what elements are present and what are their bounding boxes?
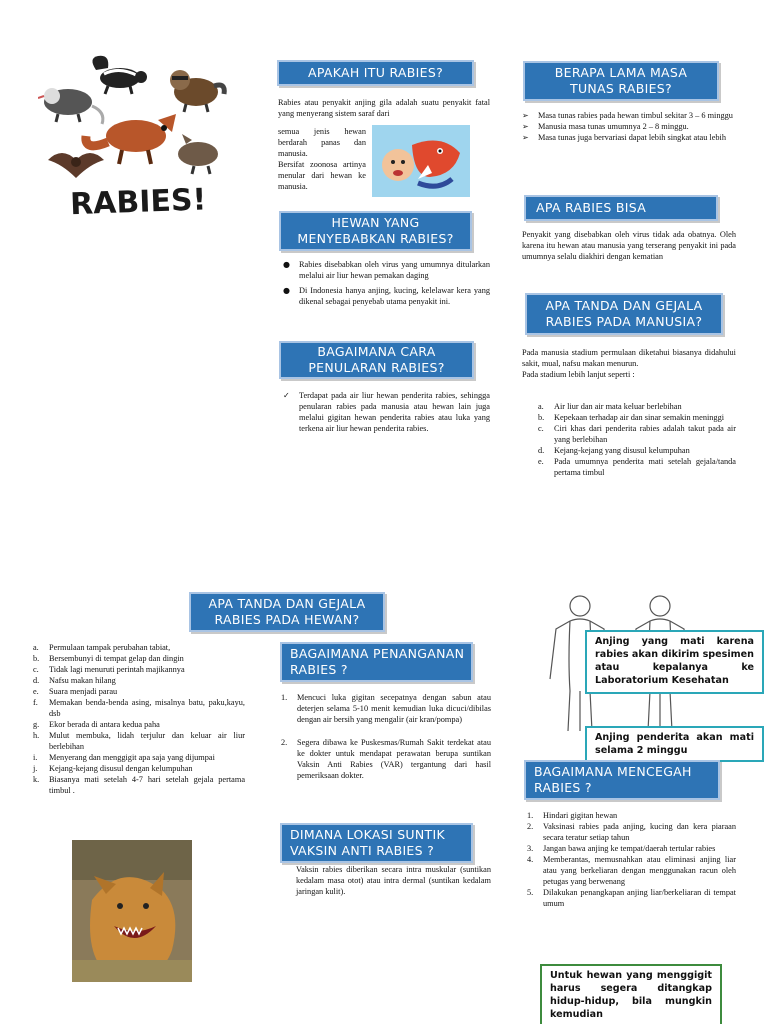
list-item: j. Kejang-kejang disusul dengan kelumpuhan [33, 764, 193, 773]
incubation-heading-text: BERAPA LAMA MASA TUNAS RABIES? [554, 65, 688, 96]
list-item: c. Tidak lagi menuruti perintah majikannya [33, 665, 185, 674]
rabid-animals-illustration [38, 50, 228, 225]
bitten-callout-text: Untuk hewan yang menggigit harus segera ditangkap hidup-hidup, bila mungkin kemudian [550, 970, 712, 1020]
list-item: e. Suara menjadi parau [33, 687, 118, 696]
list-item: 2. Segera dibawa ke Puskesmas/Rumah Sakit terdekat atau ke dokter untuk mendapat perawatan berupa suntikan Vaksin Anti Rabies (VAR) tergantung dari hasil pemeriksaan dokter. [281, 738, 491, 780]
skunk-icon [92, 56, 147, 94]
list-item: f. Memakan benda-benda asing, misalnya batu, paku,kayu, dsb [33, 698, 245, 718]
vaccine-heading-text: DIMANA LOKASI SUNTIK VAKSIN ANTI RABIES ? [290, 827, 445, 858]
list-item: ✓ Terdapat pada air liur hewan penderita rabies, sehingga penularan rabies pada manusia atau hewan lain juga melalui gigitan hewan penderita rabies atau luka yang terkena air liur hewan penderita rabies. [283, 391, 490, 433]
cure-text: Penyakit yang disebabkan oleh virus tidak ada obatnya. Oleh karena itu hewan atau manusia yang terserang penyakit ini pada umumnya selalu diakhiri dengan kematian [522, 230, 736, 261]
list-item: 5. Dilakukan penangkapan anjing liar/berkeliaran di tempat umum [527, 888, 736, 908]
list-item: a. Air liur dan air mata keluar berlebihan [538, 402, 682, 411]
list-item: ➢ Manusia masa tunas umumnya 2 – 8 minggu. [522, 122, 689, 131]
bullet-dot-icon: ● [283, 260, 290, 269]
handling-list [281, 692, 491, 781]
human-symptoms-heading-text: APA TANDA DAN GEJALA RABIES PADA MANUSIA? [545, 298, 703, 329]
transmission-list [283, 390, 490, 434]
human-symptoms-intro2-text: Pada stadium lebih lanjut seperti : [522, 370, 635, 379]
biting-dog-icon [372, 125, 470, 197]
list-item: b. Bersembunyi di tempat gelap dan dingin [33, 654, 184, 663]
what-is-text-1: Rabies atau penyakit anjing gila adalah suatu penyakit fatal yang menyerang sistem saraf dari [278, 98, 490, 118]
list-item: 2. Vaksinasi rabies pada anjing, kucing dan kera piaraan secara teratur setiap tahun [527, 822, 736, 842]
what-is-heading-text: APAKAH ITU RABIES? [307, 65, 444, 80]
animals-list [283, 259, 490, 307]
list-item: g. Ekor berada di antara kedua paha [33, 720, 160, 729]
transmission-heading [279, 341, 474, 379]
list-item: a. Permulaan tampak perubahan tabiat, [33, 643, 171, 652]
bullet-dot-icon: ● [283, 286, 290, 295]
prevention-heading [524, 760, 720, 800]
checkmark-icon: ✓ [283, 391, 290, 400]
vaccine-paragraph [296, 864, 491, 897]
animal-symptoms-heading [189, 592, 385, 632]
list-item: ● Rabies disebabkan oleh virus yang umumnya ditularkan melalui air liur hewan pemakan daging [283, 260, 490, 280]
list-item: 1. Hindari gigitan hewan [527, 811, 618, 820]
human-symptoms-list [538, 401, 736, 478]
list-item: ➢ Masa tunas rabies pada hewan timbul sekitar 3 – 6 minggu [522, 111, 733, 120]
list-item: ➢ Masa tunas juga bervariasi dapat lebih singkat atau lebih [522, 133, 727, 142]
raccoon-icon [170, 70, 224, 112]
bat-icon [48, 153, 104, 178]
dead-dog-callout [585, 630, 764, 694]
bitten-callout [540, 964, 722, 1024]
list-item: k. Biasanya mati setelah 4-7 hari setelah gejala pertama timbul . [33, 775, 245, 795]
prevention-list [527, 810, 736, 909]
list-item: b. Kepekaan terhadap air dan sinar semakin meninggi [538, 413, 725, 422]
transmission-heading-text: BAGAIMANA CARA PENULARAN RABIES? [308, 344, 445, 375]
handling-heading-text: BAGAIMANA PENANGANAN RABIES ? [290, 646, 465, 677]
incubation-list [522, 110, 736, 143]
what-is-wrap [278, 126, 366, 192]
sick-dog-callout-text: Anjing penderita akan mati selama 2 minggu [595, 732, 754, 756]
list-item: c. Ciri khas dari penderita rabies adalah takut pada air yang berlebihan [538, 424, 736, 444]
cover-title: RABIES! [69, 182, 207, 223]
dog-cartoon-image [372, 125, 470, 197]
prevention-heading-text: BAGAIMANA MENCEGAH RABIES ? [534, 764, 692, 795]
sick-dog-callout [585, 726, 764, 762]
human-symptoms-heading [525, 293, 723, 335]
vaccine-text: Vaksin rabies diberikan secara intra muskular (suntikan kedalam masa otot) atau intra dermal (suntikan kedalam jaringan kulit). [296, 865, 491, 896]
human-symptoms-intro-text: Pada manusia stadium permulaan diketahui biasanya didahului sakit, mual, nafsu makan menurun. [522, 348, 736, 368]
what-is-text-2: semua jenis hewan berdarah panas dan manusia. [278, 127, 366, 158]
handling-heading [280, 642, 473, 682]
list-item: ● Di Indonesia hanya anjing, kucing, kelelawar kera yang dikenal sebagai penyebab utama penyakit ini. [283, 286, 490, 306]
rabid-dog-photo [72, 840, 192, 982]
human-symptoms-intro [522, 347, 736, 380]
animals-heading-text: HEWAN YANG MENYEBABKAN RABIES? [297, 215, 454, 246]
arrow-bullet-icon: ➢ [522, 133, 529, 142]
dead-dog-callout-text: Anjing yang mati karena rabies akan dikirim spesimen atau kepalanya ke Laboratorium Kesehatan [595, 636, 755, 686]
cure-paragraph [522, 229, 736, 262]
cure-heading-text: APA RABIES BISA [536, 200, 647, 215]
animal-symptoms-list [33, 642, 245, 796]
cover-illustration [38, 50, 228, 225]
opossum-icon [38, 88, 103, 124]
list-item: e. Pada umumnya penderita mati setelah gejala/tanda pertama timbul [538, 457, 736, 477]
list-item: d. Nafsu makan hilang [33, 676, 116, 685]
animal-symptoms-heading-text: APA TANDA DAN GEJALA RABIES PADA HEWAN? [208, 596, 366, 627]
list-item: 1. Mencuci luka gigitan secepatnya dengan sabun atau deterjen selama 5-10 menit kemudian luka dicuci/dibilas dengan air bersih yang mengalir (air kran/pompa) [281, 693, 491, 724]
list-item: 3. Jangan bawa anjing ke tempat/daerah tertular rabies [527, 844, 716, 853]
arrow-bullet-icon: ➢ [522, 111, 529, 120]
bobcat-icon [178, 134, 218, 174]
what-is-text-3: Bersifat zoonosa artinya menular dari hewan ke manusia. [278, 160, 366, 191]
list-item: d. Kejang-kejang yang disusul kelumpuhan [538, 446, 690, 455]
what-is-paragraph [278, 97, 490, 119]
incubation-heading [523, 61, 719, 101]
arrow-bullet-icon: ➢ [522, 122, 529, 131]
list-item: h. Mulut membuka, lidah terjulur dan keluar air liur berlebihan [33, 731, 245, 751]
cure-heading [524, 195, 718, 221]
rabid-dog-icon [72, 840, 192, 982]
vaccine-heading [280, 823, 473, 863]
list-item: i. Menyerang dan menggigit apa saja yang dijumpai [33, 753, 215, 762]
list-item: 4. Memberantas, memusnahkan atau eliminasi anjing liar atau yang berkeliaran dengan menggunakan racun oleh petugas yang berwenang [527, 855, 736, 886]
animals-heading [279, 211, 472, 251]
what-is-heading [277, 60, 474, 86]
